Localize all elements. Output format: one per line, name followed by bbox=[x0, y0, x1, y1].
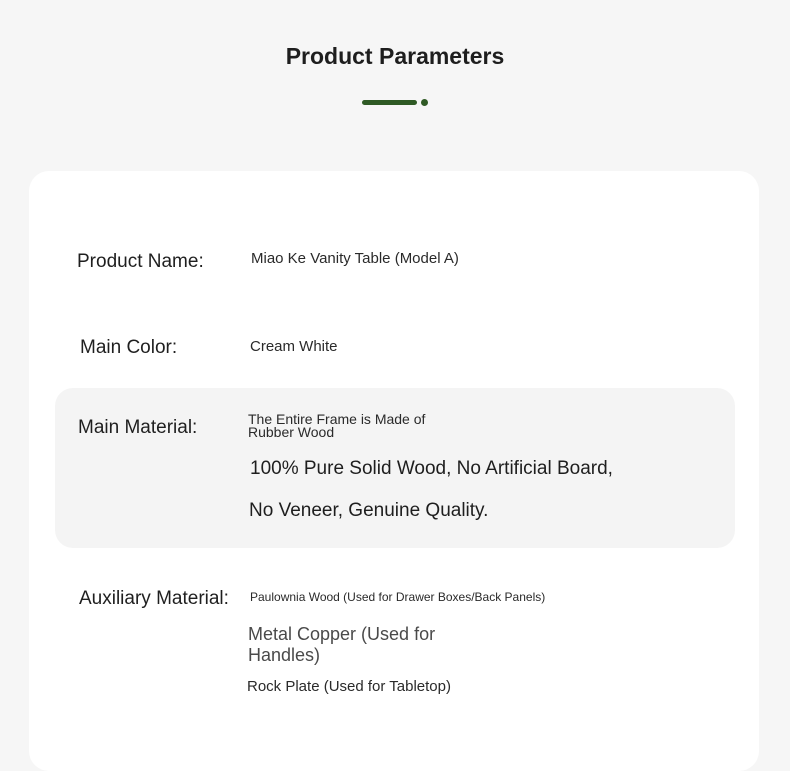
main-color-value: Cream White bbox=[250, 338, 338, 355]
auxiliary-material-label: Auxiliary Material: bbox=[79, 588, 229, 609]
auxiliary-material-item-1: Paulownia Wood (Used for Drawer Boxes/Back Panels) bbox=[250, 590, 546, 604]
auxiliary-material-item-2: Metal Copper (Used for Handles) bbox=[248, 624, 436, 665]
title-underline-bar bbox=[362, 100, 417, 105]
title-underline-dot bbox=[421, 99, 428, 106]
main-material-label: Main Material: bbox=[78, 417, 198, 438]
product-name-label: Product Name: bbox=[77, 251, 204, 272]
auxiliary-material-item-3: Rock Plate (Used for Tabletop) bbox=[247, 678, 451, 695]
main-color-label: Main Color: bbox=[80, 337, 178, 358]
main-material-value: The Entire Frame is Made of Rubber Wood bbox=[248, 411, 426, 440]
main-material-detail-line1: 100% Pure Solid Wood, No Artificial Board, bbox=[250, 458, 613, 479]
product-name-value: Miao Ke Vanity Table (Model A) bbox=[251, 250, 459, 267]
main-material-detail-line2: No Veneer, Genuine Quality. bbox=[249, 500, 489, 521]
page-title: Product Parameters bbox=[285, 43, 505, 69]
